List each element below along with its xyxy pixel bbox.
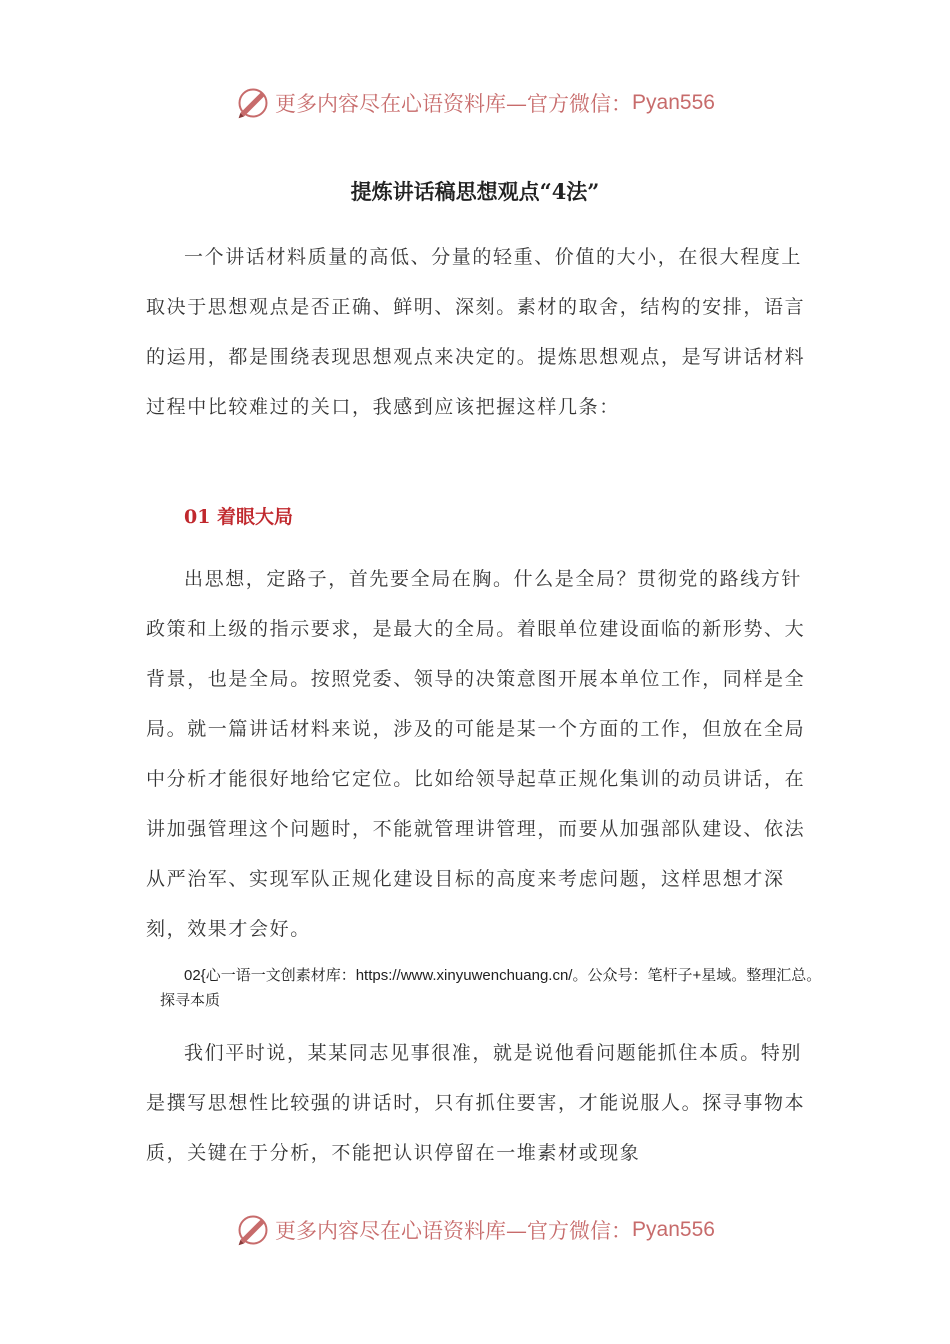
banner-wechat-id: Pyan556 — [632, 91, 715, 114]
header-banner — [0, 83, 950, 123]
pen-logo-icon — [235, 1212, 271, 1248]
source-note-text: 02{心一语一文创素材库：https://www.xinyuwenchuang.cn/。公众号：笔杆子+星域。整理汇总。 — [184, 967, 822, 984]
banner-wechat-id: Pyan556 — [632, 1218, 715, 1241]
section-1-paragraph: 出思想，定路子，首先要全局在胸。什么是全局？贯彻党的路线方针政策和上级的指示要求，是最大的全局。着眼单位建设面临的新形势、大背景，也是全局。按照党委、领导的决策意图开展本单位工作，同样是全局。就一篇讲话材料来说，涉及的可能是某一个方面的工作，但放在全局中分析才能很好地给它定位。比如给领导起草正规化集训的动员讲话，在讲加强管理这个问题时，不能就管理讲管理，而要从加强部队建设、依法从严治军、实现军队正规化建设目标的高度来考虑问题，这样思想才深刻，效果才会好。 — [146, 568, 806, 940]
banner-text: 更多内容尽在心语资料库—官方微信： — [275, 1219, 633, 1243]
section-heading-2: 探寻本质 — [160, 992, 221, 1009]
pen-logo-icon — [235, 85, 271, 121]
intro-paragraph: 一个讲话材料质量的高低、分量的轻重、价值的大小，在很大程度上取决于思想观点是否正确、鲜明、深刻。素材的取舍，结构的安排，语言的运用，都是围绕表现思想观点来决定的。提炼思想观点，是写讲话材料过程中比较难过的关口，我感到应该把握这样几条： — [146, 246, 806, 418]
footer-banner — [0, 1210, 950, 1250]
document-title: 提炼讲话稿思想观点“4法” — [350, 179, 600, 204]
banner-text: 更多内容尽在心语资料库—官方微信： — [275, 92, 633, 116]
section-2-paragraph: 我们平时说，某某同志见事很准，就是说他看问题能抓住本质。特别是撰写思想性比较强的讲话时，只有抓住要害，才能说服人。探寻事物本质，关键在于分析，不能把认识停留在一堆素材或现象 — [146, 1042, 806, 1164]
source-note — [146, 963, 826, 1013]
section-heading-1: 01 着眼大局 — [184, 506, 294, 528]
